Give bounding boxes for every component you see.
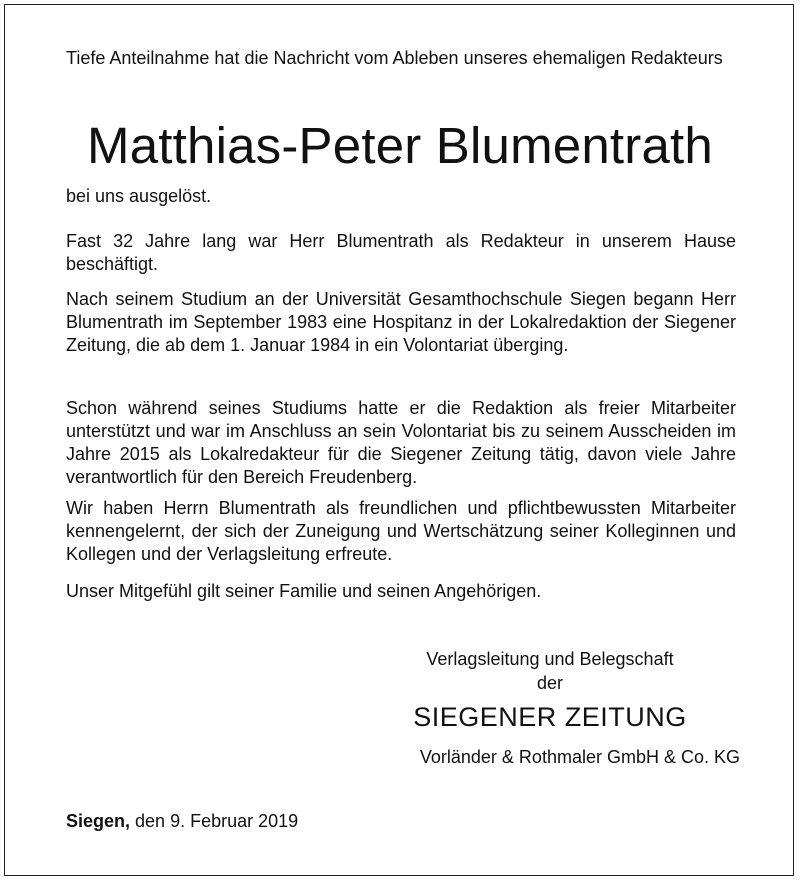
place-city: Siegen, bbox=[66, 811, 131, 831]
company-name: SIEGENER ZEITUNG bbox=[413, 702, 687, 732]
place-date bbox=[66, 810, 298, 833]
deceased-name: Matthias-Peter Blumentrath bbox=[87, 117, 713, 174]
paragraph-1: Fast 32 Jahre lang war Herr Blumentrath als Redakteur in unserem Hause beschäftigt. bbox=[66, 231, 736, 274]
paragraph-4: Wir haben Herrn Blumentrath als freundlichen und pflichtbewussten Mitarbeiter kennengelernt, der sich der Zuneigung und Wertschätzung seiner Kolleginnen und Kollegen und der Verlagsleitung erfreute. bbox=[66, 498, 736, 564]
signature-line-1: Verlagsleitung und Belegschaft bbox=[426, 649, 674, 669]
publisher-name: Vorländer & Rothmaler GmbH & Co. KG bbox=[419, 747, 740, 767]
signature-line-2: der bbox=[536, 673, 563, 693]
paragraph-5: Unser Mitgefühl gilt seiner Familie und seinen Angehörigen. bbox=[66, 581, 542, 601]
intro-text: Tiefe Anteilnahme hat die Nachricht vom Ableben unseres ehemaligen Redakteurs bbox=[66, 48, 723, 68]
paragraph-3: Schon während seines Studiums hatte er die Redaktion als freier Mitarbeiter unterstützt und war im Anschluss an sein Volontariat bis zu seinem Ausscheiden im Jahre 2015 als Lokalredakteur für die Siegener Zeitung tätig, davon viele Jahre verantwortlich für den Bereich Freudenberg. bbox=[66, 398, 736, 487]
place-date-text: den 9. Februar 2019 bbox=[130, 811, 299, 831]
paragraph-2: Nach seinem Studium an der Universität Gesamthochschule Siegen begann Herr Blumentrath im September 1983 eine Hospitanz in der Lokalredaktion der Siegener Zeitung, die ab dem 1. Januar 1984 in ein Volontariat überging. bbox=[66, 289, 736, 355]
caused-text: bei uns ausgelöst. bbox=[66, 186, 212, 206]
